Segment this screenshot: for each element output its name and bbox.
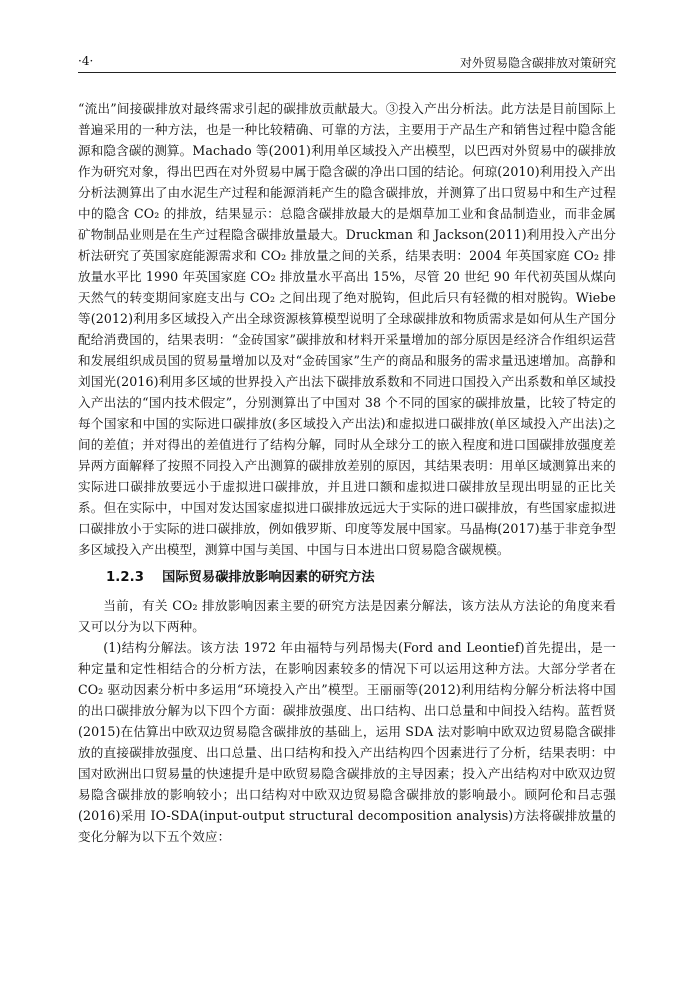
paragraph: “流出”间接碳排放对最终需求引起的碳排放贡献最大。③投入产出分析法。此方法是目前国际上普遍采用的一种方法，也是一种比较精确、可靠的方法，主要用于产品生产和销售过程中隐含能源和隐含碳的测算。Machado 等(2001)利用单区域投入产出模型，以巴西对外贸易中的碳排放作为研究对象，得出巴西在对外贸易中属于隐含碳的净出口国的结论。何琼(2010)利用投入产出分析法测算出了由水泥生产过程和能源消耗产生的隐含碳排放，并测算了出口贸易中和生产过程中的隐含 CO₂ 的排放，结果显示：总隐含碳排放最大的是烟草加工业和食品制造业，而非金属矿物制品业则是在生产过程隐含碳排放量最大。Druckman 和 Jackson(2011)利用投入产出分析法研究了英国家庭能源需求和 CO₂ 排放量之间的关系，结果表明：2004 年英国家庭 CO₂ 排放量水平比 1990 年英国家庭 CO₂ 排放量水平高出 15%，尽管 20 世纪 90 年代初英国从煤向天然气的转变期间家庭支出与 CO₂ 之间出现了绝对脱钩，但此后只有轻微的相对脱钩。Wiebe 等(2012)利用多区域投入产出全球资源核算模型说明了全球碳排放和物质需求是如何从生产国分配给消费国的，结果表明：“金砖国家”碳排放和材料开采量增加的部分原因是经济合作组织运营和发展组织成员国的贸易量增加以及对“金砖国家”生产的商品和服务的需求量迅速增加。高静和刘国光(2016)利用多区域的世界投入产出法下碳排放系数和不同进口国投入产出系数和单区域投入产出法的“国内技术假定”，分别测算出了中国对 38 个不同的国家的碳排放量，比较了特定的每个国家和中国的实际进口碳排放(多区域投入产出法)和虚拟进口碳排放(单区域投入产出法)之间的差值；并对得出的差值进行了结构分解，同时从全球分工的嵌入程度和进口国碳排放强度差异两方面解释了按照不同投入产出测算的碳排放差别的原因，其结果表明：用单区域测算出来的实际进口碳排放要远小于虚拟进口碳排放，并且进口额和虚拟进口碳排放呈现出明显的正比关系。但在实际中，中国对发达国家虚拟进口碳排放远远大于实际的进口碳排放，有些国家虚拟进口碳排放小于实际的进口碳排放，例如俄罗斯、印度等发展中国家。马晶梅(2017)基于非竞争型多区域投入产出模型，测算中国与美国、中国与日本进出口贸易隐含碳规模。 [78,101,616,557]
paragraph: 当前，有关 CO₂ 排放影响因素主要的研究方法是因素分解法，该方法从方法论的角度来看又可以分为以下两种。 [78,598,616,634]
paragraph: (1)结构分解法。该方法 1972 年由福特与列昂惕夫(Ford and Leontief)首先提出，是一种定量和定性相结合的分析方法，在影响因素较多的情况下可以运用这种方法。大部分学者在 CO₂ 驱动因素分析中多运用“环境投入产出”模型。王丽丽等(2012)利用结构分解分析法将中国的出口碳排放分解为以下四个方面：碳排放强度、出口结构、出口总量和中间投入结构。蓝哲贤(2015)在估算出中欧双边贸易隐含碳排放的基础上，运用 SDA 法对影响中欧双边贸易隐含碳排放的直接碳排放强度、出口总量、出口结构和投入产出结构四个因素进行了分析，结果表明：中国对欧洲出口贸易量的快速提升是中欧贸易隐含碳排放的主导因素；投入产出结构对中欧双边贸易隐含碳排放的影响较小；出口结构对中欧双边贸易隐含碳排放的影响最小。顾阿伦和吕志强(2016)采用 IO-SDA(input-output structural decomposition analysis)方法将碳排放量的变化分解为以下五个效应： [78,640,616,844]
page-header [78,50,616,74]
running-title: 对外贸易隐含碳排放对策研究 [459,56,616,70]
header-rule [78,72,616,73]
body-text [78,98,616,847]
section-number: 1.2.3 [106,570,145,585]
page-number: ·4· [78,54,94,68]
section-heading [106,568,616,588]
section-title: 国际贸易碳排放影响因素的研究方法 [162,570,375,585]
